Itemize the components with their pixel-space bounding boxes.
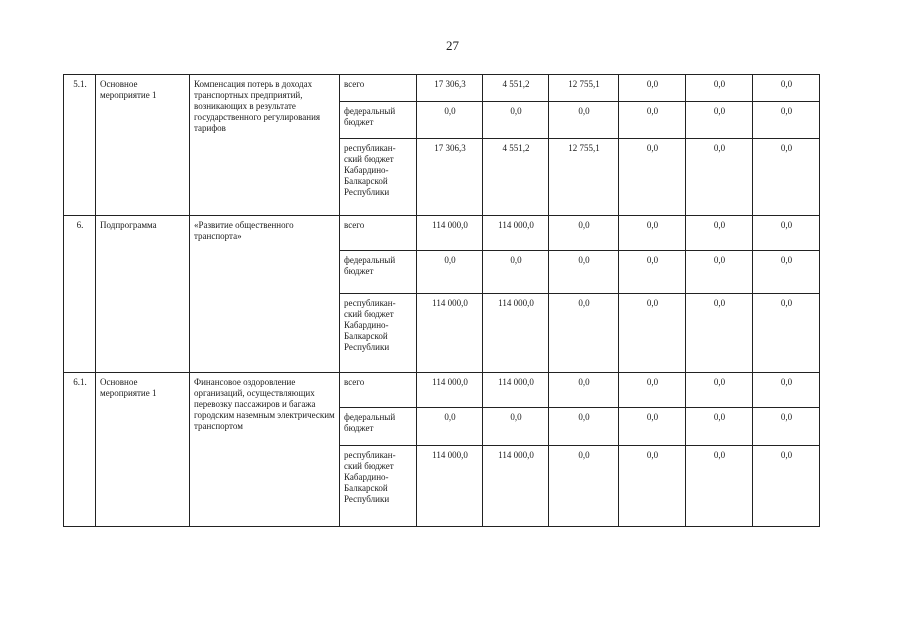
page-number: 27 <box>446 38 459 53</box>
value-cell: 12 755,1 <box>549 75 619 102</box>
row-name: «Развитие общественного транспорта» <box>190 216 340 373</box>
row-status: Основное мероприятие 1 <box>96 75 190 216</box>
value-cell: 0,0 <box>619 251 686 294</box>
row-number: 5.1. <box>64 75 96 216</box>
value-cell: 114 000,0 <box>483 294 549 373</box>
value-cell: 0,0 <box>686 446 753 527</box>
value-cell: 0,0 <box>753 139 820 216</box>
value-cell: 0,0 <box>686 216 753 251</box>
value-cell: 0,0 <box>619 446 686 527</box>
value-cell: 12 755,1 <box>549 139 619 216</box>
value-cell: 0,0 <box>619 75 686 102</box>
value-cell: 0,0 <box>483 408 549 446</box>
value-cell: 0,0 <box>619 408 686 446</box>
value-cell: 0,0 <box>753 216 820 251</box>
value-cell: 0,0 <box>619 373 686 408</box>
value-cell: 0,0 <box>549 102 619 139</box>
budget-table <box>63 74 820 527</box>
value-cell: 4 551,2 <box>483 75 549 102</box>
value-cell: 0,0 <box>753 75 820 102</box>
value-cell: 0,0 <box>549 294 619 373</box>
value-cell: 17 306,3 <box>417 75 483 102</box>
source-label: федеральный бюджет <box>340 408 417 446</box>
value-cell: 0,0 <box>549 216 619 251</box>
source-label: всего <box>340 216 417 251</box>
value-cell: 0,0 <box>686 294 753 373</box>
value-cell: 0,0 <box>549 408 619 446</box>
source-label: всего <box>340 373 417 408</box>
row-number: 6. <box>64 216 96 373</box>
value-cell: 0,0 <box>686 408 753 446</box>
value-cell: 0,0 <box>753 294 820 373</box>
table-row <box>64 373 820 408</box>
value-cell: 0,0 <box>619 139 686 216</box>
value-cell: 114 000,0 <box>417 216 483 251</box>
value-cell: 0,0 <box>619 294 686 373</box>
value-cell: 0,0 <box>686 75 753 102</box>
source-label: всего <box>340 75 417 102</box>
value-cell: 114 000,0 <box>483 446 549 527</box>
value-cell: 0,0 <box>753 446 820 527</box>
row-status: Подпрограмма <box>96 216 190 373</box>
row-status: Основное мероприятие 1 <box>96 373 190 527</box>
table-row <box>64 216 820 251</box>
source-label: республикан-ский бюджет Кабардино-Балкарской Республики <box>340 446 417 527</box>
value-cell: 0,0 <box>686 251 753 294</box>
row-name: Финансовое оздоровление организаций, осуществляющих перевозку пассажиров и багажа городским наземным электрическим транспортом <box>190 373 340 527</box>
value-cell: 114 000,0 <box>483 373 549 408</box>
value-cell: 0,0 <box>483 102 549 139</box>
source-label: республикан-ский бюджет Кабардино-Балкарской Республики <box>340 294 417 373</box>
value-cell: 114 000,0 <box>417 446 483 527</box>
value-cell: 114 000,0 <box>417 294 483 373</box>
table-row <box>64 75 820 102</box>
value-cell: 0,0 <box>753 373 820 408</box>
row-name: Компенсация потерь в доходах транспортных предприятий, возникающих в результате государственного регулирования тарифов <box>190 75 340 216</box>
value-cell: 0,0 <box>619 216 686 251</box>
value-cell: 17 306,3 <box>417 139 483 216</box>
value-cell: 114 000,0 <box>483 216 549 251</box>
value-cell: 0,0 <box>753 408 820 446</box>
value-cell: 0,0 <box>753 102 820 139</box>
source-label: республикан-ский бюджет Кабардино-Балкарской Республики <box>340 139 417 216</box>
value-cell: 0,0 <box>549 446 619 527</box>
value-cell: 0,0 <box>549 373 619 408</box>
value-cell: 114 000,0 <box>417 373 483 408</box>
value-cell: 0,0 <box>417 102 483 139</box>
source-label: федеральный бюджет <box>340 102 417 139</box>
value-cell: 0,0 <box>686 139 753 216</box>
row-number: 6.1. <box>64 373 96 527</box>
value-cell: 0,0 <box>686 373 753 408</box>
source-label: федеральный бюджет <box>340 251 417 294</box>
value-cell: 0,0 <box>686 102 753 139</box>
value-cell: 4 551,2 <box>483 139 549 216</box>
value-cell: 0,0 <box>619 102 686 139</box>
value-cell: 0,0 <box>417 251 483 294</box>
value-cell: 0,0 <box>753 251 820 294</box>
value-cell: 0,0 <box>417 408 483 446</box>
value-cell: 0,0 <box>483 251 549 294</box>
value-cell: 0,0 <box>549 251 619 294</box>
